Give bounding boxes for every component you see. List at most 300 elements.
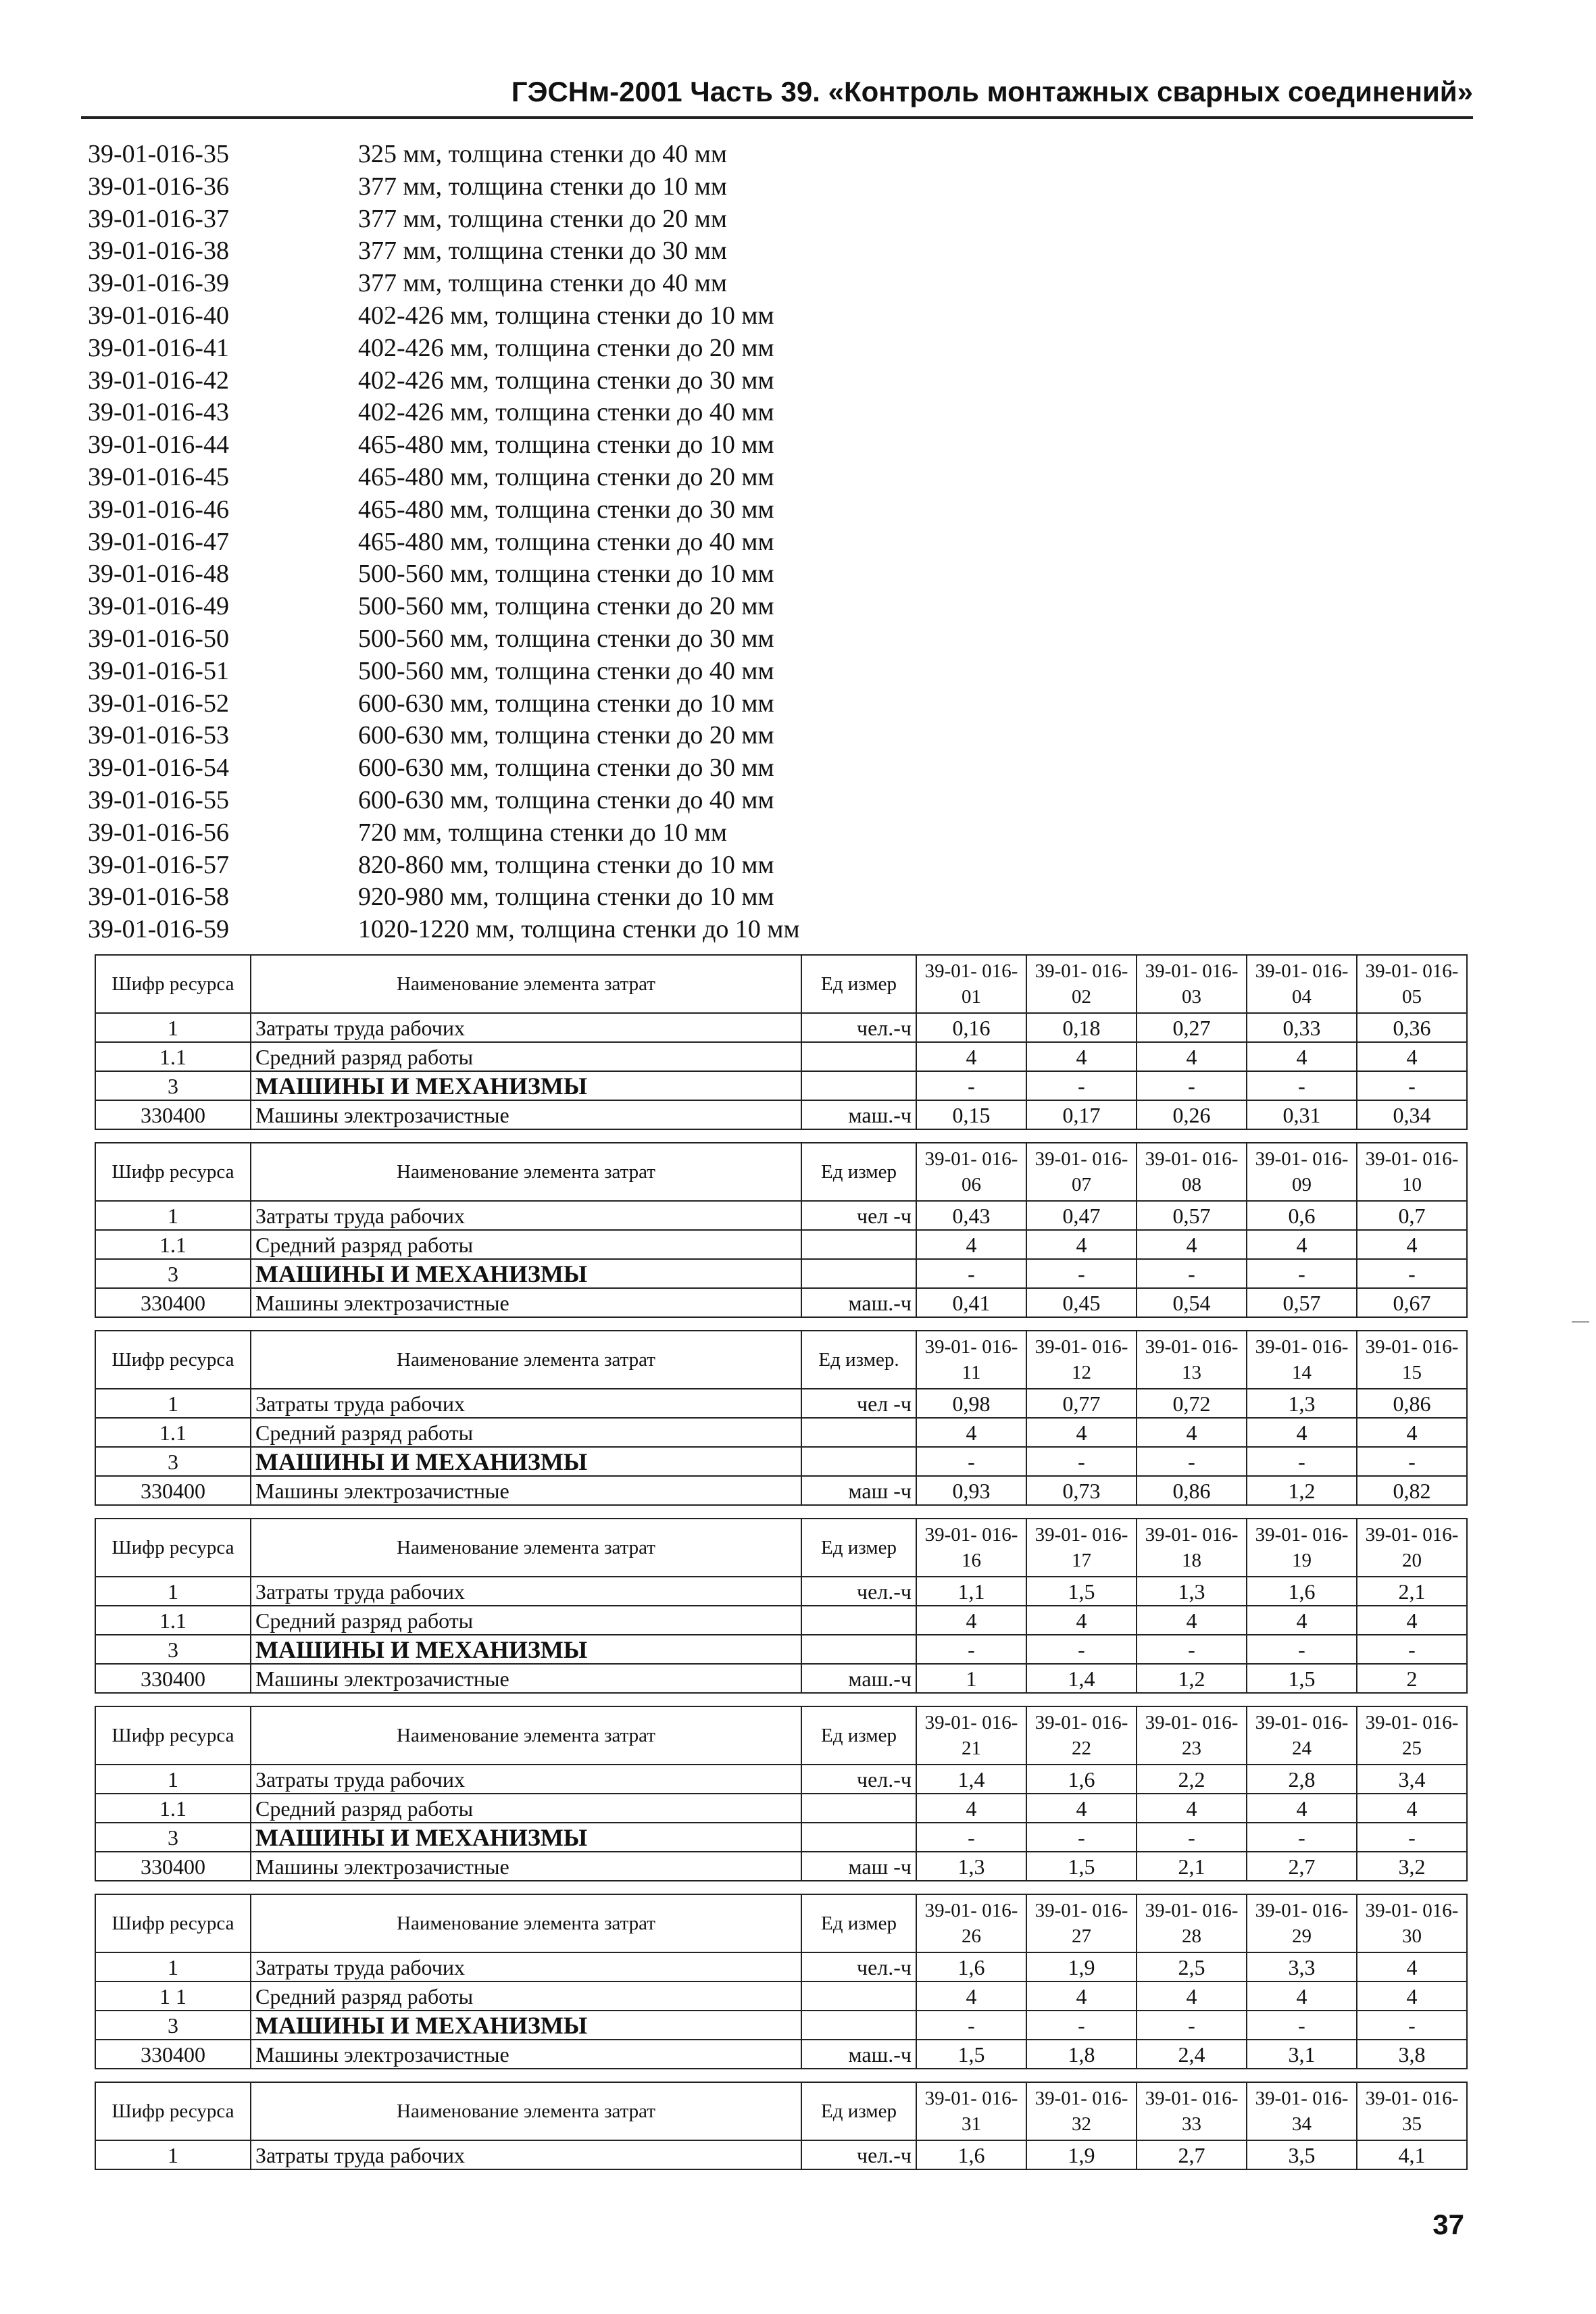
list-item — [88, 850, 800, 882]
cell-value: 4 — [1026, 1418, 1137, 1447]
position-code: 39-01-016-50 — [88, 624, 229, 653]
header-unit: Ед измер. — [801, 1331, 916, 1389]
table-row — [95, 1389, 1467, 1418]
header-unit: Ед измер — [801, 1706, 916, 1765]
header-shifr: Шифр ресурса — [95, 1894, 251, 1952]
cell-name: Средний разряд работы — [251, 1606, 801, 1635]
list-item — [88, 720, 800, 752]
cell-unit — [801, 2011, 916, 2040]
list-item — [88, 558, 800, 591]
header-position-code: 39-01- 016-24 — [1247, 1706, 1357, 1765]
header-position-code: 39-01- 016-21 — [916, 1706, 1026, 1765]
header-position-code: 39-01- 016-28 — [1137, 1894, 1247, 1952]
table-row — [95, 1418, 1467, 1447]
cell-name: МАШИНЫ И МЕХАНИЗМЫ — [251, 1071, 801, 1100]
cell-name: Затраты труда рабочих — [251, 2140, 801, 2169]
header-unit: Ед измер — [801, 1519, 916, 1577]
table-row — [95, 1852, 1467, 1881]
table-row — [95, 2040, 1467, 2069]
cell-value: 4 — [1357, 1230, 1467, 1259]
cell-shifr: 3 — [95, 2011, 251, 2040]
cell-value: 4 — [1357, 1606, 1467, 1635]
cell-value: - — [1137, 1071, 1247, 1100]
cell-name: Затраты труда рабочих — [251, 1201, 801, 1230]
cell-value: 3,4 — [1357, 1765, 1467, 1794]
resource-table — [95, 1894, 1468, 2069]
cell-value: - — [1137, 2011, 1247, 2040]
cell-unit — [801, 1981, 916, 2011]
header-position-code: 39-01- 016-26 — [916, 1894, 1026, 1952]
header-position-code: 39-01- 016-18 — [1137, 1519, 1247, 1577]
cell-value: - — [1137, 1259, 1247, 1288]
position-description: 402-426 мм, толщина стенки до 30 мм — [358, 366, 774, 395]
cell-shifr: 1 — [95, 1201, 251, 1230]
cell-unit — [801, 1230, 916, 1259]
header-shifr: Шифр ресурса — [95, 1706, 251, 1765]
cell-value: 0,47 — [1026, 1201, 1137, 1230]
cell-shifr: 330400 — [95, 1664, 251, 1693]
cell-value: 1,5 — [916, 2040, 1026, 2069]
cell-unit: маш.-ч — [801, 1100, 916, 1129]
table-header-row — [95, 955, 1467, 1013]
cell-name: Затраты труда рабочих — [251, 1765, 801, 1794]
cell-value: 0,7 — [1357, 1201, 1467, 1230]
cell-value: 4 — [1247, 1042, 1357, 1071]
cell-unit: маш -ч — [801, 1852, 916, 1881]
cell-value: 1,6 — [1026, 1765, 1137, 1794]
header-shifr: Шифр ресурса — [95, 1331, 251, 1389]
cell-value: - — [916, 1259, 1026, 1288]
cell-value: 1,9 — [1026, 1952, 1137, 1981]
header-shifr: Шифр ресурса — [95, 955, 251, 1013]
cell-value: 4 — [916, 1606, 1026, 1635]
position-code: 39-01-016-40 — [88, 301, 229, 330]
position-code: 39-01-016-38 — [88, 237, 229, 266]
cell-unit: маш.-ч — [801, 1288, 916, 1317]
cell-value: 4 — [1137, 1418, 1247, 1447]
table-row — [95, 1606, 1467, 1635]
cell-value: 0,27 — [1137, 1013, 1247, 1042]
cell-shifr: 330400 — [95, 1476, 251, 1505]
list-item — [88, 365, 800, 397]
position-code: 39-01-016-52 — [88, 689, 229, 718]
position-description: 600-630 мм, толщина стенки до 10 мм — [358, 689, 774, 718]
cell-value: 1,3 — [1247, 1389, 1357, 1418]
cell-name: Машины электрозачистные — [251, 1288, 801, 1317]
cell-shifr: 1.1 — [95, 1794, 251, 1823]
header-position-code: 39-01- 016-30 — [1357, 1894, 1467, 1952]
cell-name: Средний разряд работы — [251, 1981, 801, 2011]
header-name: Наименование элемента затрат — [251, 1894, 801, 1952]
header-position-code: 39-01- 016-33 — [1137, 2082, 1247, 2140]
cell-value: 4 — [916, 1230, 1026, 1259]
cell-value: 4,1 — [1357, 2140, 1467, 2169]
list-item — [88, 300, 800, 333]
cell-value: 0,26 — [1137, 1100, 1247, 1129]
cell-value: - — [1247, 1071, 1357, 1100]
cell-shifr: 330400 — [95, 1852, 251, 1881]
cell-value: 2,8 — [1247, 1765, 1357, 1794]
cell-value: 4 — [1137, 1606, 1247, 1635]
cell-shifr: 3 — [95, 1259, 251, 1288]
header-position-code: 39-01- 016-09 — [1247, 1143, 1357, 1201]
cell-value: 4 — [1357, 1042, 1467, 1071]
cell-value: 4 — [916, 1794, 1026, 1823]
header-unit: Ед измер — [801, 955, 916, 1013]
list-item — [88, 688, 800, 720]
table-row — [95, 1577, 1467, 1606]
header-position-code: 39-01- 016-27 — [1026, 1894, 1137, 1952]
header-name: Наименование элемента затрат — [251, 955, 801, 1013]
cell-unit — [801, 1823, 916, 1852]
table-row — [95, 2140, 1467, 2169]
cell-value: 1,5 — [1247, 1664, 1357, 1693]
table-row — [95, 1042, 1467, 1071]
cell-value: 0,33 — [1247, 1013, 1357, 1042]
position-code: 39-01-016-37 — [88, 204, 229, 233]
cell-shifr: 1 — [95, 1013, 251, 1042]
header-position-code: 39-01- 016-15 — [1357, 1331, 1467, 1389]
table-row — [95, 1476, 1467, 1505]
document-title: ГЭСНм-2001 Часть 39. «Контроль монтажных сварных соединений» — [511, 76, 1473, 107]
cell-value: 2,5 — [1137, 1952, 1247, 1981]
cell-value: 2,2 — [1137, 1765, 1247, 1794]
cell-value: - — [916, 1071, 1026, 1100]
table-row — [95, 1447, 1467, 1476]
cell-shifr: 3 — [95, 1823, 251, 1852]
list-item — [88, 139, 800, 171]
cell-name: МАШИНЫ И МЕХАНИЗМЫ — [251, 2011, 801, 2040]
cell-value: 2 — [1357, 1664, 1467, 1693]
cell-value: 4 — [1247, 1794, 1357, 1823]
cell-value: 1,1 — [916, 1577, 1026, 1606]
cell-value: - — [1137, 1635, 1247, 1664]
header-position-code: 39-01- 016-32 — [1026, 2082, 1137, 2140]
cell-value: - — [916, 1823, 1026, 1852]
table-row — [95, 1635, 1467, 1664]
cell-name: Машины электрозачистные — [251, 1852, 801, 1881]
list-item — [88, 203, 800, 236]
cell-value: 4 — [1357, 1952, 1467, 1981]
cell-value: 3,2 — [1357, 1852, 1467, 1881]
position-code: 39-01-016-59 — [88, 915, 229, 944]
cell-unit — [801, 1418, 916, 1447]
table-header-row — [95, 2082, 1467, 2140]
cell-value: - — [1247, 1823, 1357, 1852]
cell-unit: чел.-ч — [801, 2140, 916, 2169]
cell-name: МАШИНЫ И МЕХАНИЗМЫ — [251, 1823, 801, 1852]
cell-value: - — [1357, 2011, 1467, 2040]
cell-name: Машины электрозачистные — [251, 1100, 801, 1129]
cell-name: МАШИНЫ И МЕХАНИЗМЫ — [251, 1447, 801, 1476]
list-item — [88, 333, 800, 365]
cell-unit — [801, 1447, 916, 1476]
list-item — [88, 235, 800, 268]
cell-value: 0,31 — [1247, 1100, 1357, 1129]
list-item — [88, 817, 800, 850]
table-row — [95, 1823, 1467, 1852]
header-name: Наименование элемента затрат — [251, 1706, 801, 1765]
cell-value: 0,98 — [916, 1389, 1026, 1418]
list-item — [88, 526, 800, 559]
cell-name: МАШИНЫ И МЕХАНИЗМЫ — [251, 1259, 801, 1288]
cell-value: 3,1 — [1247, 2040, 1357, 2069]
cell-value: 0,93 — [916, 1476, 1026, 1505]
position-description: 377 мм, толщина стенки до 20 мм — [358, 204, 727, 233]
cell-value: 3,8 — [1357, 2040, 1467, 2069]
position-description: 1020-1220 мм, толщина стенки до 10 мм — [358, 915, 800, 944]
page-number: 37 — [1432, 2209, 1464, 2240]
cell-value: 4 — [916, 1981, 1026, 2011]
cell-value: - — [1026, 1071, 1137, 1100]
header-position-code: 39-01- 016-08 — [1137, 1143, 1247, 1201]
cell-value: 1,3 — [916, 1852, 1026, 1881]
header-position-code: 39-01- 016-03 — [1137, 955, 1247, 1013]
position-code: 39-01-016-35 — [88, 140, 229, 168]
cell-value: 0,73 — [1026, 1476, 1137, 1505]
cell-value: 0,41 — [916, 1288, 1026, 1317]
cell-unit: чел.-ч — [801, 1577, 916, 1606]
resource-table — [95, 1706, 1468, 1881]
cell-value: 0,67 — [1357, 1288, 1467, 1317]
header-position-code: 39-01- 016-12 — [1026, 1331, 1137, 1389]
cell-value: 2,7 — [1137, 2140, 1247, 2169]
position-description: 465-480 мм, толщина стенки до 40 мм — [358, 527, 774, 556]
cell-value: 1,3 — [1137, 1577, 1247, 1606]
list-item — [88, 752, 800, 785]
cell-shifr: 1.1 — [95, 1230, 251, 1259]
position-description: 377 мм, толщина стенки до 10 мм — [358, 172, 727, 201]
position-code: 39-01-016-54 — [88, 754, 229, 783]
cell-unit — [801, 1071, 916, 1100]
cell-value: 2,1 — [1137, 1852, 1247, 1881]
cell-value: 4 — [1247, 1606, 1357, 1635]
position-code: 39-01-016-53 — [88, 721, 229, 750]
cell-value: 4 — [916, 1418, 1026, 1447]
cell-value: 0,6 — [1247, 1201, 1357, 1230]
header-position-code: 39-01- 016-31 — [916, 2082, 1026, 2140]
table-row — [95, 1259, 1467, 1288]
cell-value: 0,34 — [1357, 1100, 1467, 1129]
header-name: Наименование элемента затрат — [251, 1519, 801, 1577]
header-position-code: 39-01- 016-13 — [1137, 1331, 1247, 1389]
cell-shifr: 3 — [95, 1635, 251, 1664]
cell-value: 3,3 — [1247, 1952, 1357, 1981]
cell-shifr: 1.1 — [95, 1042, 251, 1071]
cell-value: - — [1247, 1447, 1357, 1476]
cell-value: 4 — [1247, 1418, 1357, 1447]
cell-value: 4 — [1137, 1794, 1247, 1823]
position-description: 402-426 мм, толщина стенки до 20 мм — [358, 333, 774, 362]
cell-shifr: 1 — [95, 1765, 251, 1794]
position-description: 325 мм, толщина стенки до 40 мм — [358, 140, 727, 168]
table-header-row — [95, 1519, 1467, 1577]
cell-name: Средний разряд работы — [251, 1042, 801, 1071]
table-row — [95, 1201, 1467, 1230]
cell-value: 4 — [1357, 1794, 1467, 1823]
resource-table — [95, 1142, 1468, 1318]
cell-value: - — [1137, 1447, 1247, 1476]
list-item — [88, 591, 800, 623]
page-header — [81, 76, 1473, 119]
cell-unit — [801, 1042, 916, 1071]
cell-unit: чел.-ч — [801, 1765, 916, 1794]
cell-unit — [801, 1635, 916, 1664]
cell-value: 0,86 — [1137, 1476, 1247, 1505]
position-description: 465-480 мм, толщина стенки до 30 мм — [358, 495, 774, 524]
table-header-row — [95, 1331, 1467, 1389]
table-row — [95, 1765, 1467, 1794]
cell-name: Средний разряд работы — [251, 1418, 801, 1447]
list-item — [88, 462, 800, 494]
cell-value: - — [1357, 1071, 1467, 1100]
cell-unit — [801, 1794, 916, 1823]
position-list — [88, 139, 800, 946]
cell-value: 1,6 — [916, 1952, 1026, 1981]
cell-value: - — [1357, 1635, 1467, 1664]
cell-value: 4 — [1137, 1042, 1247, 1071]
cell-value: 4 — [1026, 1981, 1137, 2011]
cell-name: Машины электрозачистные — [251, 1476, 801, 1505]
position-code: 39-01-016-44 — [88, 430, 229, 460]
cell-value: 0,43 — [916, 1201, 1026, 1230]
cell-unit: чел -ч — [801, 1389, 916, 1418]
position-description: 402-426 мм, толщина стенки до 10 мм — [358, 301, 774, 330]
cell-value: 4 — [1247, 1230, 1357, 1259]
cell-value: 4 — [1026, 1606, 1137, 1635]
header-shifr: Шифр ресурса — [95, 1519, 251, 1577]
resource-table — [95, 1518, 1468, 1694]
table-row — [95, 1794, 1467, 1823]
list-item — [88, 914, 800, 946]
cell-shifr: 330400 — [95, 2040, 251, 2069]
table-row — [95, 1664, 1467, 1693]
header-unit: Ед измер — [801, 2082, 916, 2140]
table-row — [95, 1288, 1467, 1317]
list-item — [88, 397, 800, 429]
cell-shifr: 1 — [95, 1389, 251, 1418]
position-description: 500-560 мм, толщина стенки до 20 мм — [358, 592, 774, 621]
cell-value: 0,77 — [1026, 1389, 1137, 1418]
position-description: 820-860 мм, толщина стенки до 10 мм — [358, 850, 774, 879]
cell-value: 2,1 — [1357, 1577, 1467, 1606]
cell-value: 4 — [1247, 1981, 1357, 2011]
position-description: 600-630 мм, толщина стенки до 20 мм — [358, 721, 774, 750]
cell-shifr: 330400 — [95, 1100, 251, 1129]
cell-unit: чел.-ч — [801, 1952, 916, 1981]
header-position-code: 39-01- 016-07 — [1026, 1143, 1137, 1201]
cell-unit — [801, 1606, 916, 1635]
cell-shifr: 1 1 — [95, 1981, 251, 2011]
position-code: 39-01-016-47 — [88, 527, 229, 556]
header-position-code: 39-01- 016-25 — [1357, 1706, 1467, 1765]
header-position-code: 39-01- 016-01 — [916, 955, 1026, 1013]
header-position-code: 39-01- 016-04 — [1247, 955, 1357, 1013]
header-name: Наименование элемента затрат — [251, 2082, 801, 2140]
header-position-code: 39-01- 016-22 — [1026, 1706, 1137, 1765]
position-code: 39-01-016-51 — [88, 656, 229, 685]
cell-shifr: 3 — [95, 1071, 251, 1100]
table-row — [95, 1952, 1467, 1981]
cell-value: 4 — [1357, 1418, 1467, 1447]
cell-name: МАШИНЫ И МЕХАНИЗМЫ — [251, 1635, 801, 1664]
header-position-code: 39-01- 016-19 — [1247, 1519, 1357, 1577]
cell-value: - — [1026, 2011, 1137, 2040]
cell-shifr: 1 — [95, 2140, 251, 2169]
cell-value: 1,5 — [1026, 1852, 1137, 1881]
cell-value: 1,6 — [1247, 1577, 1357, 1606]
cell-value: 4 — [916, 1042, 1026, 1071]
position-code: 39-01-016-55 — [88, 785, 229, 814]
cell-value: - — [1357, 1259, 1467, 1288]
cell-unit: маш -ч — [801, 1476, 916, 1505]
header-position-code: 39-01- 016-06 — [916, 1143, 1026, 1201]
header-position-code: 39-01- 016-23 — [1137, 1706, 1247, 1765]
list-item — [88, 171, 800, 203]
cell-value: 0,45 — [1026, 1288, 1137, 1317]
header-position-code: 39-01- 016-34 — [1247, 2082, 1357, 2140]
cell-value: 4 — [1026, 1042, 1137, 1071]
table-row — [95, 1071, 1467, 1100]
position-description: 377 мм, толщина стенки до 40 мм — [358, 269, 727, 298]
header-position-code: 39-01- 016-10 — [1357, 1143, 1467, 1201]
cell-value: - — [1026, 1823, 1137, 1852]
header-position-code: 39-01- 016-11 — [916, 1331, 1026, 1389]
header-position-code: 39-01- 016-35 — [1357, 2082, 1467, 2140]
table-header-row — [95, 1894, 1467, 1952]
cell-value: 0,82 — [1357, 1476, 1467, 1505]
cell-value: - — [1357, 1823, 1467, 1852]
header-position-code: 39-01- 016-20 — [1357, 1519, 1467, 1577]
position-code: 39-01-016-46 — [88, 495, 229, 524]
list-item — [88, 494, 800, 526]
cell-name: Средний разряд работы — [251, 1794, 801, 1823]
cell-value: 1,2 — [1137, 1664, 1247, 1693]
cell-value: - — [916, 1447, 1026, 1476]
cell-unit — [801, 1259, 916, 1288]
cell-name: Машины электрозачистные — [251, 2040, 801, 2069]
cell-value: 0,15 — [916, 1100, 1026, 1129]
position-code: 39-01-016-58 — [88, 883, 229, 912]
header-shifr: Шифр ресурса — [95, 2082, 251, 2140]
cell-value: 4 — [1137, 1981, 1247, 2011]
cell-value: 0,57 — [1137, 1201, 1247, 1230]
position-description: 500-560 мм, толщина стенки до 40 мм — [358, 656, 774, 685]
cell-value: - — [1247, 1635, 1357, 1664]
cell-value: 0,36 — [1357, 1013, 1467, 1042]
header-unit: Ед измер — [801, 1143, 916, 1201]
list-item — [88, 785, 800, 817]
position-code: 39-01-016-49 — [88, 592, 229, 621]
position-code: 39-01-016-57 — [88, 850, 229, 879]
cell-name: Затраты труда рабочих — [251, 1577, 801, 1606]
cell-value: 0,54 — [1137, 1288, 1247, 1317]
cell-value: 0,16 — [916, 1013, 1026, 1042]
header-shifr: Шифр ресурса — [95, 1143, 251, 1201]
cell-shifr: 1.1 — [95, 1606, 251, 1635]
list-item — [88, 656, 800, 688]
position-description: 720 мм, толщина стенки до 10 мм — [358, 818, 727, 847]
cell-value: 0,86 — [1357, 1389, 1467, 1418]
cell-value: 1,6 — [916, 2140, 1026, 2169]
position-code: 39-01-016-48 — [88, 560, 229, 589]
cell-value: 4 — [1137, 1230, 1247, 1259]
position-code: 39-01-016-36 — [88, 172, 229, 201]
cell-value: 1,8 — [1026, 2040, 1137, 2069]
table-row — [95, 1100, 1467, 1129]
header-position-code: 39-01- 016-05 — [1357, 955, 1467, 1013]
list-item — [88, 881, 800, 914]
